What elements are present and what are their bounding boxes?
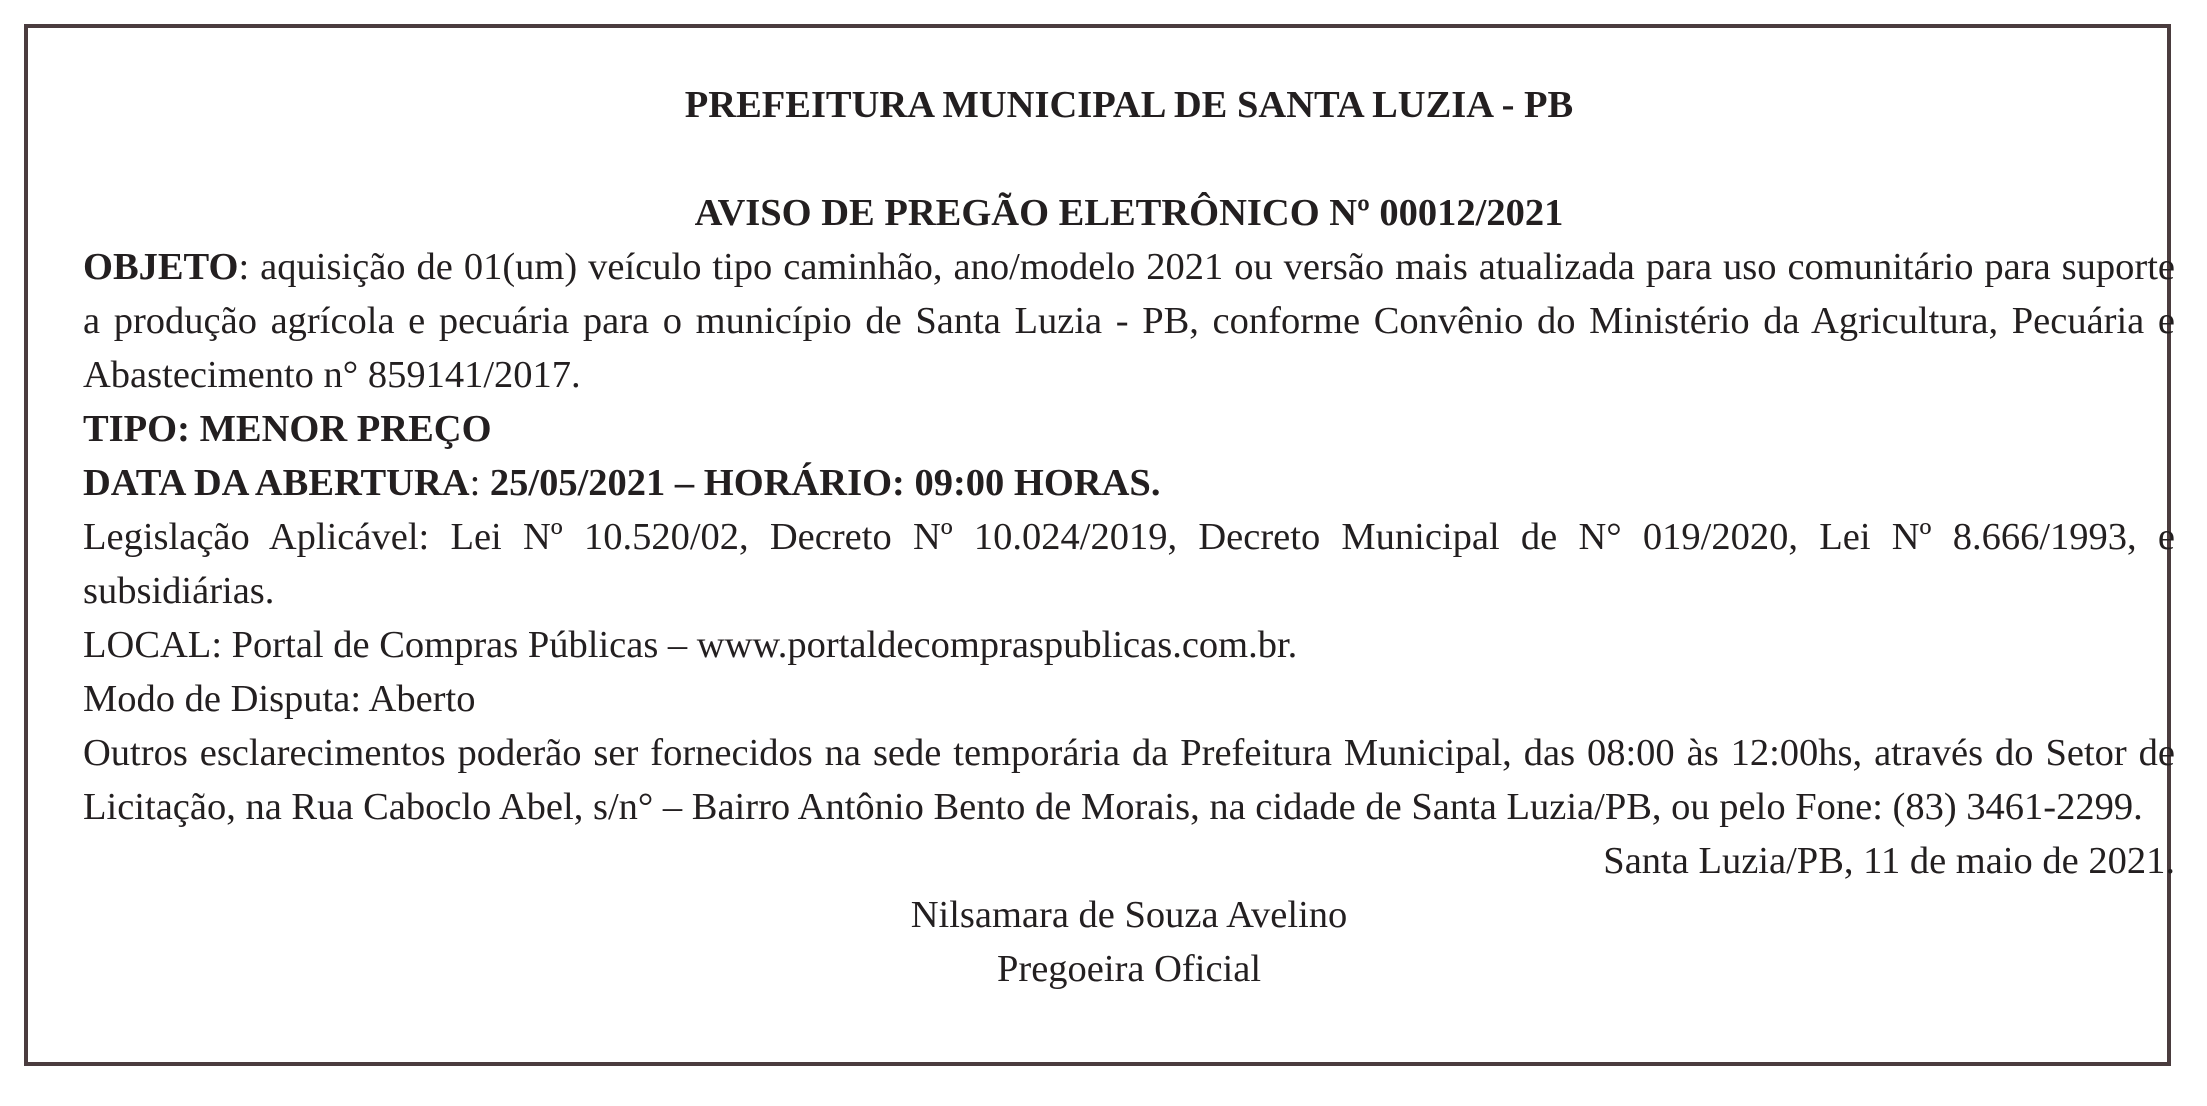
signatory-role: Pregoeira Oficial <box>996 948 1262 990</box>
notice-title: AVISO DE PREGÃO ELETRÔNICO Nº 00012/2021 <box>694 192 1564 234</box>
place-date: Santa Luzia/PB, 11 de maio de 2021. <box>1603 840 2175 882</box>
opening-line <box>83 456 2175 510</box>
legislation-paragraph: Legislação Aplicável: Lei Nº 10.520/02, Decreto Nº 10.024/2019, Decreto Municipal de N° 019/2020, Lei Nº 8.666/1993, e subsidiárias. <box>83 516 2175 612</box>
object-text: : aquisição de 01(um) veículo tipo caminhão, ano/modelo 2021 ou versão mais atualizada para uso comunitário para suporte a produção agrícola e pecuária para o município de Santa Luzia - PB, conforme Convênio do Ministério da Agricultura, Pecuária e Abastecimento n° 859141/2017. <box>83 246 2175 396</box>
location-line: LOCAL: Portal de Compras Públicas – www.portaldecompraspublicas.com.br. <box>83 624 1298 666</box>
opening-value: 25/05/2021 – HORÁRIO: 09:00 HORAS. <box>489 462 1161 504</box>
clarifications-paragraph: Outros esclarecimentos poderão ser fornecidos na sede temporária da Prefeitura Municipal, das 08:00 às 12:00hs, através do Setor de Licitação, na Rua Caboclo Abel, s/n° – Bairro Antônio Bento de Morais, na cidade de Santa Luzia/PB, ou pelo Fone: (83) 3461-2299. <box>83 732 2175 828</box>
signatory-name: Nilsamara de Souza Avelino <box>910 894 1348 936</box>
type-line: TIPO: MENOR PREÇO <box>83 408 492 450</box>
organization-heading: PREFEITURA MUNICIPAL DE SANTA LUZIA - PB <box>684 84 1574 126</box>
notice-border <box>24 24 2175 1066</box>
object-label: OBJETO <box>83 246 239 288</box>
opening-separator: : <box>469 462 490 504</box>
object-paragraph <box>83 240 2175 402</box>
notice-body <box>83 78 2175 996</box>
dispute-mode-line: Modo de Disputa: Aberto <box>83 678 476 720</box>
opening-label: DATA DA ABERTURA <box>83 462 470 504</box>
